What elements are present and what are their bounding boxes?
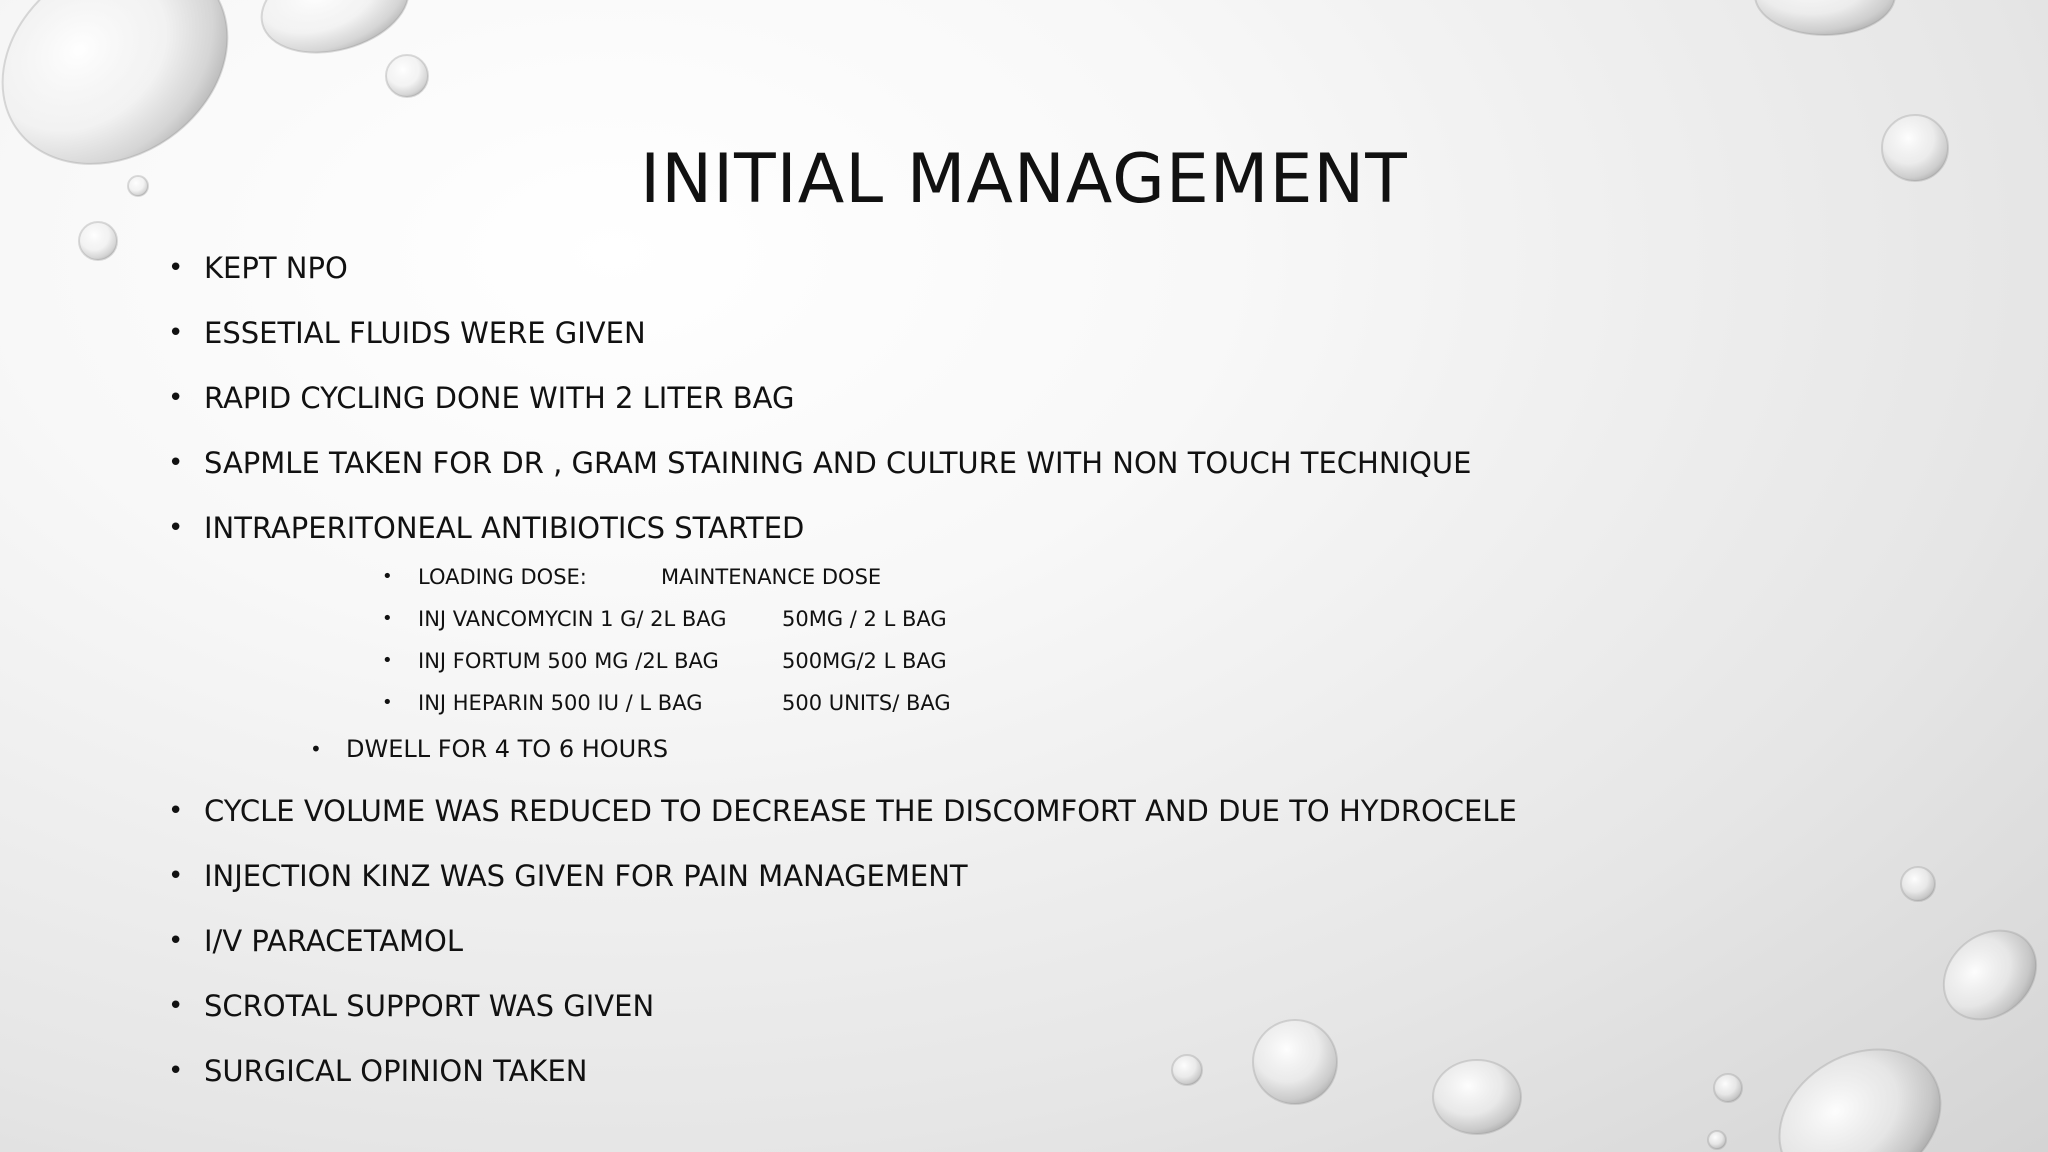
- dosing-right: MAINTENANCE DOSE: [661, 565, 882, 589]
- bullet-glyph: •: [168, 861, 184, 891]
- dosing-row: [382, 605, 947, 633]
- bullet-text: RAPID CYCLING DONE WITH 2 LITER BAG: [204, 381, 795, 415]
- bullet-item: [168, 380, 795, 416]
- bullet-text: INJECTION KINZ WAS GIVEN FOR PAIN MANAGEMENT: [204, 859, 968, 893]
- bullet-glyph: •: [382, 608, 393, 629]
- bullet-glyph: •: [168, 253, 184, 283]
- dosing-left: INJ FORTUM 500 MG /2L BAG: [418, 649, 719, 673]
- dosing-row: [382, 563, 882, 591]
- dosing-row: [382, 689, 951, 717]
- bullet-text: I/V PARACETAMOL: [204, 924, 464, 958]
- bullet-item: [168, 445, 1472, 481]
- bullet-item: [168, 793, 1517, 829]
- dosing-right: 500 UNITS/ BAG: [782, 691, 951, 715]
- dosing-left: LOADING DOSE:: [418, 565, 587, 589]
- bullet-text: CYCLE VOLUME WAS REDUCED TO DECREASE THE DISCOMFORT AND DUE TO HYDROCELE: [204, 794, 1517, 828]
- dosing-left: INJ VANCOMYCIN 1 G/ 2L BAG: [418, 607, 727, 631]
- bullet-text: INTRAPERITONEAL ANTIBIOTICS STARTED: [204, 511, 805, 545]
- bullet-item: [310, 734, 669, 764]
- bullet-glyph: •: [168, 991, 184, 1021]
- bullet-item: [168, 923, 464, 959]
- bullet-text: DWELL FOR 4 TO 6 HOURS: [346, 735, 669, 763]
- slide-title: INITIAL MANAGEMENT: [640, 140, 1408, 219]
- bullet-item: [168, 315, 646, 351]
- dosing-row: [382, 647, 947, 675]
- bullet-text: KEPT NPO: [204, 251, 348, 285]
- bullet-glyph: •: [382, 692, 393, 713]
- dosing-right: 50MG / 2 L BAG: [782, 607, 947, 631]
- dosing-right: 500MG/2 L BAG: [782, 649, 947, 673]
- bullet-glyph: •: [168, 796, 184, 826]
- bullet-glyph: •: [168, 926, 184, 956]
- bullet-text: SAPMLE TAKEN FOR DR , GRAM STAINING AND CULTURE WITH NON TOUCH TECHNIQUE: [204, 446, 1472, 480]
- bullet-glyph: •: [382, 566, 393, 587]
- bullet-item: [168, 988, 655, 1024]
- bullet-glyph: •: [168, 318, 184, 348]
- bullet-text: SCROTAL SUPPORT WAS GIVEN: [204, 989, 655, 1023]
- bullet-item: [168, 1053, 588, 1089]
- bullet-glyph: •: [168, 1056, 184, 1086]
- bullet-item: [168, 858, 968, 894]
- bullet-text: ESSETIAL FLUIDS WERE GIVEN: [204, 316, 646, 350]
- bullet-glyph: •: [310, 737, 322, 761]
- bullet-item: [168, 510, 805, 546]
- bullet-glyph: •: [168, 448, 184, 478]
- dosing-left: INJ HEPARIN 500 IU / L BAG: [418, 691, 703, 715]
- bullet-glyph: •: [382, 650, 393, 671]
- bullet-glyph: •: [168, 383, 184, 413]
- bullet-item: [168, 250, 348, 286]
- bullet-text: SURGICAL OPINION TAKEN: [204, 1054, 588, 1088]
- bullet-glyph: •: [168, 513, 184, 543]
